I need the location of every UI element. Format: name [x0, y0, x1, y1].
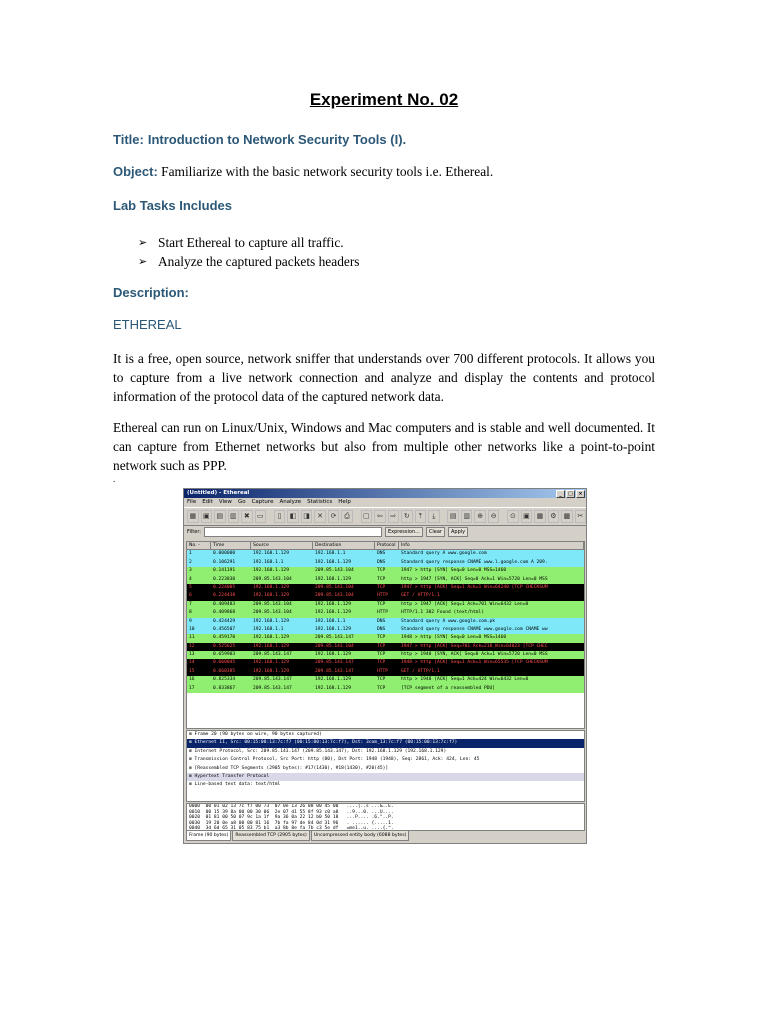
packet-cell: 209.85.143.147 — [253, 677, 292, 683]
packet-cell: 192.168.1.129 — [315, 610, 351, 616]
column-header[interactable]: Source — [251, 542, 313, 550]
packet-row[interactable] — [187, 676, 584, 684]
packet-cell: TCP — [377, 568, 386, 574]
stray-mark: . — [113, 474, 116, 484]
window-buttons — [556, 490, 585, 498]
packet-cell: 192.168.1.1 — [315, 551, 346, 557]
hex-line: 0000 00 01 02 13 7c f7 00 73 07 0e 13 26 08 00 45 00 ....|..s ...&..E. — [189, 804, 394, 809]
lab-task-item: ➢ Start Ethereal to capture all traffic. — [138, 235, 344, 250]
toolbar-button-icon[interactable]: ⊕ — [474, 510, 486, 523]
packet-bytes-pane[interactable] — [186, 803, 585, 831]
packet-cell: 0.825334 — [213, 677, 236, 683]
toolbar-button-icon[interactable]: ▣ — [201, 510, 213, 523]
column-header[interactable]: Time — [211, 542, 251, 550]
packet-cell: http > 1948 [ACK] Seq=1 Ack=424 Win=6432 Len=0 — [401, 677, 529, 683]
close-icon[interactable]: × — [576, 490, 585, 498]
packet-cell: 5 — [189, 584, 192, 590]
packet-cell: 10 — [189, 626, 195, 632]
column-header[interactable]: Info — [399, 542, 584, 550]
toolbar-button-icon[interactable]: ⇨ — [388, 510, 400, 523]
detail-row[interactable]: ⊞ Frame 20 (90 bytes on wire, 90 bytes captured) — [187, 731, 584, 739]
packet-row[interactable] — [187, 626, 584, 634]
packet-cell: 0.106291 — [213, 559, 236, 565]
arrow-bullet-icon: ➢ — [138, 255, 148, 268]
packet-cell: 192.168.1.129 — [315, 576, 351, 582]
packet-cell: 0.424429 — [213, 618, 236, 624]
packet-cell: HTTP — [377, 668, 389, 674]
packet-cell: 8 — [189, 610, 192, 616]
packet-cell: 0.459170 — [213, 635, 236, 641]
packet-cell: 1948 > http [ACK] Seq=1 Ack=1 Win=65535 [TCP CHECKSUM — [401, 660, 548, 666]
filter-input[interactable] — [204, 527, 382, 537]
bytes-tab[interactable]: Uncompressed entity body (6088 bytes) — [311, 830, 410, 841]
menu-bar — [184, 498, 586, 507]
toolbar-button-icon[interactable]: ⤓ — [428, 510, 440, 523]
packet-cell: GET / HTTP/1.1 — [401, 668, 440, 674]
toolbar-button-icon[interactable]: ⊙ — [507, 510, 519, 523]
packet-cell: 15 — [189, 668, 195, 674]
packet-cell: 14 — [189, 660, 195, 666]
packet-cell: TCP — [377, 643, 386, 649]
packet-cell: Standard query A www.google.com.pk — [401, 618, 496, 624]
toolbar-button-icon[interactable]: ◧ — [287, 510, 299, 523]
packet-cell: HTTP — [377, 593, 389, 599]
toolbar — [184, 507, 586, 526]
maximize-icon[interactable]: □ — [566, 490, 575, 498]
toolbar-button-icon[interactable]: ✕ — [314, 510, 326, 523]
packet-cell: 16 — [189, 677, 195, 683]
packet-cell: 0.660385 — [213, 668, 236, 674]
packet-cell: 209.85.143.104 — [253, 601, 292, 607]
toolbar-button-icon[interactable]: ▥ — [461, 510, 473, 523]
packet-row[interactable] — [187, 609, 584, 617]
packet-cell: 0.224438 — [213, 593, 236, 599]
bytes-tab[interactable]: Frame (90 bytes) — [186, 830, 231, 841]
packet-cell: 192.168.1.1 — [253, 559, 284, 565]
packet-cell: DNS — [377, 551, 386, 557]
packet-cell: 0.660045 — [213, 660, 236, 666]
packet-cell: 192.168.1.129 — [253, 618, 289, 624]
packet-row[interactable] — [187, 559, 584, 567]
packet-cell: 2 — [189, 559, 192, 565]
packet-cell: http > 1947 [ACK] Seq=1 Ack=701 Win=6432 Len=0 — [401, 601, 529, 607]
packet-cell: 192.168.1.129 — [315, 685, 351, 691]
toolbar-button-icon[interactable]: ⎙ — [341, 510, 353, 523]
packet-cell: 1947 > http [SYN] Seq=0 Len=0 MSS=1460 — [401, 568, 507, 574]
packet-cell: 192.168.1.129 — [315, 677, 351, 683]
packet-cell: TCP — [377, 660, 386, 666]
packet-cell: 17 — [189, 685, 195, 691]
packet-cell: TCP — [377, 635, 386, 641]
detail-row[interactable]: ⊞ Hypertext Transfer Protocol — [187, 773, 584, 781]
packet-row[interactable] — [187, 601, 584, 609]
packet-cell: 11 — [189, 635, 195, 641]
description-heading: Description: — [113, 285, 189, 300]
packet-cell: 1 — [189, 551, 192, 557]
packet-cell: 0.833867 — [213, 685, 236, 691]
toolbar-button-icon[interactable]: ↻ — [401, 510, 413, 523]
packet-cell: Standard query response CNAME www.l.google.com A 209. — [401, 559, 548, 565]
title-text: Introduction to Network Security Tools (I). — [147, 132, 407, 147]
toolbar-button-icon[interactable]: ▤ — [214, 510, 226, 523]
title-line — [113, 131, 406, 149]
packet-cell: 7 — [189, 601, 192, 607]
toolbar-button-icon[interactable]: ▦ — [187, 510, 199, 523]
packet-row[interactable] — [187, 634, 584, 642]
packet-cell: GET / HTTP/1.1 — [401, 593, 440, 599]
toolbar-button-icon[interactable]: ▭ — [255, 510, 267, 523]
packet-cell: 6 — [189, 593, 192, 599]
window-titlebar — [184, 489, 586, 498]
object-label: Object: — [113, 164, 158, 179]
packet-cell: 209.85.143.147 — [253, 685, 292, 691]
filter-label: Filter: — [187, 529, 201, 535]
packet-row[interactable] — [187, 668, 584, 676]
packet-cell: 0.000000 — [213, 551, 236, 557]
packet-row[interactable] — [187, 567, 584, 575]
detail-row[interactable]: ⊞ Ethernet II, Src: 00:15:00:13:7c:f7 (00:15:00:13:7c:f7), Dst: 3com_13:7c:f7 (00:15:00:13:7c:f7) — [187, 739, 584, 747]
packet-cell: 209.85.143.147 — [315, 668, 354, 674]
packet-cell: 9 — [189, 618, 192, 624]
menu-item[interactable]: Go — [237, 499, 246, 505]
packet-cell: 192.168.1.129 — [315, 626, 351, 632]
paragraph-platforms: Ethereal can run on Linux/Unix, Windows and Mac computers and is stable and well documented. It can capture from Ethernet networks but also from multiple other networks like a point-to-point network such as PPP. — [113, 420, 655, 473]
packet-cell: 0.141191 — [213, 568, 236, 574]
hex-line: 0030 19 20 0e a8 00 00 81 16 7b fa 97 de 84 0d 31 96 . ...... {.....1. — [189, 820, 394, 826]
packet-cell: TCP — [377, 677, 386, 683]
packet-cell: 192.168.1.129 — [253, 551, 289, 557]
packet-cell: 0.224005 — [213, 584, 236, 590]
window-title: (Untitled) - Ethereal — [187, 490, 250, 496]
hex-line: 0040 3d 6d 65 31 05 83 75 b1 a3 8b 8e fa 7b c3 5e df =me1..u. ....{.^. — [189, 826, 394, 831]
packet-cell: DNS — [377, 559, 386, 565]
packet-row[interactable] — [187, 592, 584, 600]
packet-row[interactable] — [187, 584, 584, 592]
clear-button[interactable]: Clear — [426, 527, 445, 537]
packet-row[interactable] — [187, 618, 584, 626]
packet-cell: 192.168.1.129 — [253, 568, 289, 574]
bytes-tab[interactable]: Reassembled TCP (2905 bytes) — [232, 830, 309, 841]
arrow-bullet-icon: ➢ — [138, 236, 148, 249]
packet-list[interactable] — [186, 541, 585, 729]
hex-line: 0020 01 81 00 50 07 9c 1a 1f 9a 36 0a 22 12 b0 50 18 ...P.... .6."..P. — [189, 815, 394, 821]
title-label: Title: — [113, 132, 144, 147]
experiment-heading: Experiment No. 02 — [309, 90, 459, 109]
packet-cell: 192.168.1.129 — [253, 584, 289, 590]
menu-item[interactable]: Analyze — [279, 499, 302, 505]
minimize-icon[interactable]: _ — [556, 490, 565, 498]
packet-cell: 209.85.143.104 — [315, 568, 354, 574]
filter-bar — [184, 526, 586, 538]
packet-cell: 192.168.1.129 — [253, 635, 289, 641]
menu-item[interactable]: Edit — [202, 499, 213, 505]
packet-cell: TCP — [377, 601, 386, 607]
packet-cell: TCP — [377, 576, 386, 582]
packet-cell: 192.168.1.1 — [253, 626, 284, 632]
toolbar-button-icon[interactable]: ◨ — [301, 510, 313, 523]
packet-cell: Standard query A www.google.com — [401, 551, 487, 557]
packet-cell: http > 1947 [SYN, ACK] Seq=0 Ack=1 Win=5720 Len=0 MSS — [401, 576, 548, 582]
packet-cell: 192.168.1.129 — [315, 601, 351, 607]
hex-line: 0010 00 15 39 8a 00 00 30 06 2e 07 d1 55 8f 93 c0 a8 ..9...0. ...U.... — [189, 809, 394, 815]
packet-cell: 0.659903 — [213, 652, 236, 658]
packet-row[interactable] — [187, 659, 584, 667]
packet-cell: DNS — [377, 618, 386, 624]
packet-cell: 192.168.1.1 — [315, 618, 346, 624]
lab-task-item: ➢ Analyze the captured packets headers — [138, 254, 360, 269]
packet-cell: HTTP — [377, 610, 389, 616]
packet-cell: 209.85.143.147 — [253, 652, 292, 658]
toolbar-button-icon[interactable]: ▣ — [521, 510, 533, 523]
packet-cell: 3 — [189, 568, 192, 574]
packet-list-header — [187, 542, 584, 550]
toolbar-button-icon[interactable]: ⊖ — [488, 510, 500, 523]
toolbar-button-icon[interactable]: ⇦ — [374, 510, 386, 523]
detail-row[interactable]: ⊞ Internet Protocol, Src: 209.85.143.147 (209.85.143.147), Dst: 192.168.1.129 (192.168.1.129) — [187, 748, 584, 756]
menu-item[interactable]: File — [187, 499, 197, 505]
packet-cell: 209.85.143.104 — [315, 593, 354, 599]
lab-tasks-heading: Lab Tasks Includes — [113, 198, 232, 213]
packet-cell: [TCP segment of a reassembled PDU] — [401, 685, 496, 691]
packet-cell: 1948 > http [SYN] Seq=0 Len=0 MSS=1460 — [401, 635, 507, 641]
object-line — [113, 164, 493, 180]
ethereal-heading: ETHEREAL — [113, 317, 182, 332]
packet-cell: 192.168.1.129 — [253, 593, 289, 599]
menu-item[interactable]: Capture — [251, 499, 274, 505]
toolbar-button-icon[interactable]: ▩ — [561, 510, 573, 523]
paragraph-intro: It is a free, open source, network sniffer that understands over 700 different protocols. It allows you to capture from a live network connection and analyze and display the contents and protocol information of the protocol data of the captured network data. — [113, 351, 655, 404]
packet-cell: 209.85.143.147 — [315, 660, 354, 666]
packet-cell: 1947 > http [ACK] Seq=701 Ack=218 Win=64023 [TCP CHEC — [401, 643, 548, 649]
detail-row[interactable]: ⊞ Transmission Control Protocol, Src Port: http (80), Dst Port: 1948 (1948), Seq: 2861, Ack: 424, Len: 45 — [187, 756, 584, 764]
packet-cell: TCP — [377, 652, 386, 658]
packet-cell: 209.85.143.104 — [253, 610, 292, 616]
toolbar-button-icon[interactable]: ▤ — [447, 510, 459, 523]
packet-cell: 0.456507 — [213, 626, 236, 632]
toolbar-button-icon[interactable]: ▯ — [274, 510, 286, 523]
packet-cell: 0.223830 — [213, 576, 236, 582]
packet-cell: 192.168.1.129 — [315, 652, 351, 658]
packet-row[interactable] — [187, 651, 584, 659]
bytes-tabs — [186, 830, 409, 841]
menu-item[interactable]: View — [218, 499, 232, 505]
packet-cell: 192.168.1.129 — [253, 668, 289, 674]
packet-cell: http > 1948 [SYN, ACK] Seq=0 Ack=1 Win=5720 Len=0 MSS — [401, 652, 548, 658]
packet-cell: 0.409483 — [213, 601, 236, 607]
expression-button[interactable]: Expression... — [385, 527, 423, 537]
toolbar-button-icon[interactable]: ▦ — [534, 510, 546, 523]
detail-row[interactable]: ⊞ [Reassembled TCP Segments (2905 bytes): #17(1430), #18(1430), #20(45)] — [187, 765, 584, 773]
packet-cell: 13 — [189, 652, 195, 658]
apply-button[interactable]: Apply — [448, 527, 468, 537]
column-header[interactable]: No. - — [187, 542, 211, 550]
lab-tasks-list — [138, 233, 360, 271]
ethereal-screenshot — [183, 488, 587, 844]
packet-row[interactable] — [187, 550, 584, 558]
packet-cell: TCP — [377, 584, 386, 590]
toolbar-button-icon[interactable]: ⤒ — [415, 510, 427, 523]
object-text: Familiarize with the basic network security tools i.e. Ethereal. — [161, 164, 494, 179]
toolbar-button-icon[interactable]: ⚙ — [548, 510, 560, 523]
packet-cell: 192.168.1.129 — [315, 559, 351, 565]
packet-row[interactable] — [187, 685, 584, 693]
toolbar-button-icon[interactable]: ▥ — [228, 510, 240, 523]
packet-cell: 1947 > http [ACK] Seq=1 Ack=1 Win=64240 [TCP CHECKSUM — [401, 584, 548, 590]
packet-cell: 4 — [189, 576, 192, 582]
toolbar-button-icon[interactable]: ⟳ — [328, 510, 340, 523]
packet-cell: 0.525625 — [213, 643, 236, 649]
menu-item[interactable]: Statistics — [307, 499, 333, 505]
packet-cell: Standard query response CNAME www.google.com CNAME ww — [401, 626, 548, 632]
toolbar-button-icon[interactable]: ✂ — [575, 510, 587, 523]
packet-cell: 192.168.1.129 — [253, 660, 289, 666]
packet-cell: 209.85.143.104 — [315, 584, 354, 590]
packet-cell: 0.409868 — [213, 610, 236, 616]
column-header[interactable]: Protocol — [375, 542, 399, 550]
packet-cell: 209.85.143.147 — [315, 635, 354, 641]
packet-cell: 192.168.1.129 — [253, 643, 289, 649]
packet-details-tree[interactable] — [186, 730, 585, 802]
packet-cell: DNS — [377, 626, 386, 632]
packet-row[interactable] — [187, 576, 584, 584]
menu-item[interactable]: Help — [338, 499, 351, 505]
packet-cell: 12 — [189, 643, 195, 649]
toolbar-button-icon[interactable]: ▢ — [361, 510, 373, 523]
detail-row[interactable]: ⊞ Line-based text data: text/html — [187, 781, 584, 789]
packet-cell: HTTP/1.1 302 Found (text/html) — [401, 610, 484, 616]
packet-cell: TCP — [377, 685, 386, 691]
column-header[interactable]: Destination — [313, 542, 375, 550]
toolbar-button-icon[interactable]: ✖ — [241, 510, 253, 523]
packet-cell: 209.85.143.104 — [253, 576, 292, 582]
packet-cell: 209.85.143.104 — [315, 643, 354, 649]
packet-row[interactable] — [187, 643, 584, 651]
